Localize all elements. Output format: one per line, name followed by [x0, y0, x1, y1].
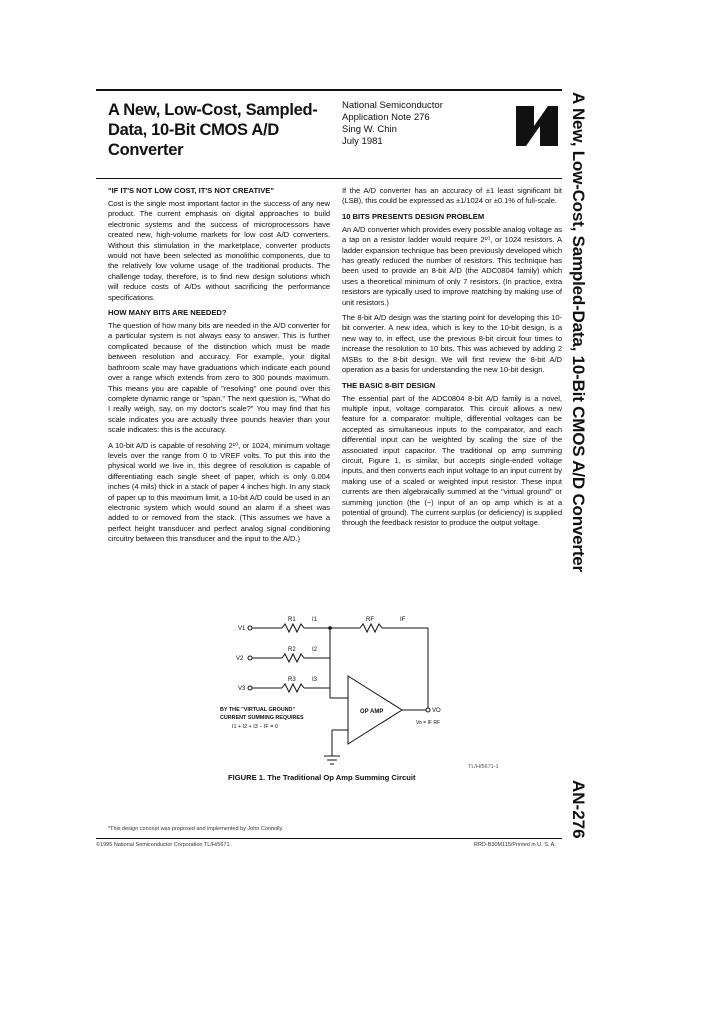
publication-date: July 1981 [342, 136, 383, 147]
paragraph: The essential part of the ADC0804 8-bit A/D family is a novel, multiple input, voltage comparator. This circuit allows a new feature for a comparator: multiple, differential voltages can be accepted as simultaneous inputs to the comparator, and each differential input can be weighted by scaling the size of the associated input capacitor. The traditional op amp summing circuit, Figure 1, is similar, but accepts single-ended voltage inputs, and then converts each input voltage to an input current by making use of a scaled or weighted input resistor. These input currents are then algebraically summed at the "virtual ground" or summing junction (the (−) input of an op amp which is at a potential of ground). The current surplus (or deficiency) is supplied through the feedback resistor to produce the output voltage. [342, 393, 562, 528]
op-amp-summing-circuit-diagram [220, 610, 550, 778]
figure-code: TL/H/5671-1 [468, 764, 499, 770]
company-name: National Semiconductor [342, 100, 443, 111]
footer-copyright: ©1995 National Semiconductor Corporation TL/H/5671 [96, 842, 230, 848]
section-heading: THE BASIC 8-BIT DESIGN [342, 380, 436, 390]
paragraph: The 8-bit A/D design was the starting point for developing this 10-bit converter. A new idea, which is key to the 10-bit design, is a new way to, in effect, use the previous 8-bit circuit four times to increase the resolution to 10 bits. This was achieved by adding 2 MSBs to the 8-bit design. We will first review the 8-bit A/D operation as a basis for understanding the new 10-bit design. [342, 313, 562, 375]
op-amp-label: OP AMP [360, 709, 384, 715]
i1-label: I1 [312, 617, 318, 623]
paragraph: An A/D converter which provides every possible analog voltage as a tap on a resistor ladder would require 2¹⁰, or 1024 resistors. A ladder expansion technique has been previously developed which has greatly reduced the number of resistors. This technique has been used to provide an 8-bit A/D (the ADC0804 family) which uses a theoretical minimum of only 7 resistors. (In practice, extra resistors are typically used to improve matching by making use of unit resistors.) [342, 224, 562, 307]
figure-caption: FIGURE 1. The Traditional Op Amp Summing Circuit [228, 773, 416, 782]
v2-label: V2 [236, 656, 244, 662]
side-title [568, 92, 590, 782]
bottom-rule [96, 838, 562, 839]
i2-label: I2 [312, 647, 318, 653]
header-rule [96, 178, 562, 179]
left-column [108, 186, 330, 550]
header-meta [342, 100, 512, 148]
section-heading: "IF IT'S NOT LOW COST, IT'S NOT CREATIVE" [108, 186, 274, 195]
right-column [342, 186, 562, 534]
paragraph: A 10-bit A/D is capable of resolving 2¹⁰, or 1024, minimum voltage levels over the range from 0 to VREF volts. To put this into the physical world we live in, this degree of resolution is capable of differentiating each single sheet of paper, which is only 0.004 inches (4 mils) thick in a stack of paper 4 inches high. In any stack of paper up to this maximum limit, a 10-bit A/D could be used in an electronic system which would sound an alarm if a sheet was added to or removed from the stack. (This assumes we have a perfect height transducer and perfect analog signal conditioning circuitry between this transducer and the input to the A/D.) [108, 440, 330, 544]
national-semiconductor-logo-icon [512, 96, 562, 156]
footnote: *This design concept was proposed and implemented by John Connolly. [108, 826, 284, 832]
v3-label: V3 [238, 686, 246, 692]
i3-label: I3 [312, 677, 318, 683]
if-label: IF [400, 617, 406, 623]
section-heading: 10 BITS PRESENTS DESIGN PROBLEM [342, 211, 485, 221]
vo-label: VO [432, 708, 441, 714]
paragraph: If the A/D converter has an accuracy of ±1 least significant bit (LSB), this could be expressed as ±1/1024 or ±0.1% of full-scale. [342, 186, 562, 206]
rf-label: RF [366, 617, 374, 623]
document-title: A New, Low-Cost, Sampled-Data, 10-Bit CMOS A/D Converter [108, 101, 318, 159]
note-line-3: I1 + I2 + I3 − IF = 0 [232, 724, 278, 730]
side-an-text: AN-276 [569, 780, 588, 839]
footer-print-code: RRD-B30M115/Printed in U. S. A. [474, 842, 556, 848]
r2-label: R2 [288, 647, 296, 653]
top-rule [96, 89, 562, 91]
side-an-number [568, 780, 590, 850]
section-heading: HOW MANY BITS ARE NEEDED? [108, 308, 227, 318]
paragraph: Cost is the single most important factor in the success of any new product. The current emphasis on digital approaches to build electronic systems and the success of microprocessors have created new, high-volume markets for low cost A/D converters. Without this stimulation in the marketplace, converter products would not have been selected as monolithic components, due to the relatively low volume usage of the traditional products. The challenge today, therefore, is to find new design solutions which will reduce costs of A/Ds without sacrificing the performance specifications. [108, 199, 330, 302]
r1-label: R1 [288, 617, 296, 623]
paragraph: The question of how many bits are needed in the A/D converter for a particular system is not always easy to answer. This is further complicated because of the distinction which must be made between resolution and accuracy. For example, your digital bathroom scale may have graduations which indicate each pound over a range which extends from zero to 300 pounds maximum. This means you are capable of "resolving" one pound over this complete dynamic range or "span." The next question is, "What do I really weigh, say, on my doctor's scale?" You may find that his scale indicates you are actually three pounds heavier than your scale indicates: this is the accuracy. [108, 321, 330, 435]
note-line-2: CURRENT SUMMING REQUIRES [220, 715, 304, 721]
v1-label: V1 [238, 626, 246, 632]
side-title-text: A New, Low-Cost, Sampled-Data, 10-Bit CMOS A/D Converter [569, 92, 588, 572]
r3-label: R3 [288, 677, 296, 683]
vo-equation: Vo = IF RF [416, 720, 441, 726]
app-note-number: Application Note 276 [342, 112, 430, 123]
author-name: Sing W. Chin [342, 124, 397, 135]
note-line-1: BY THE "VIRTUAL GROUND" [220, 707, 295, 713]
